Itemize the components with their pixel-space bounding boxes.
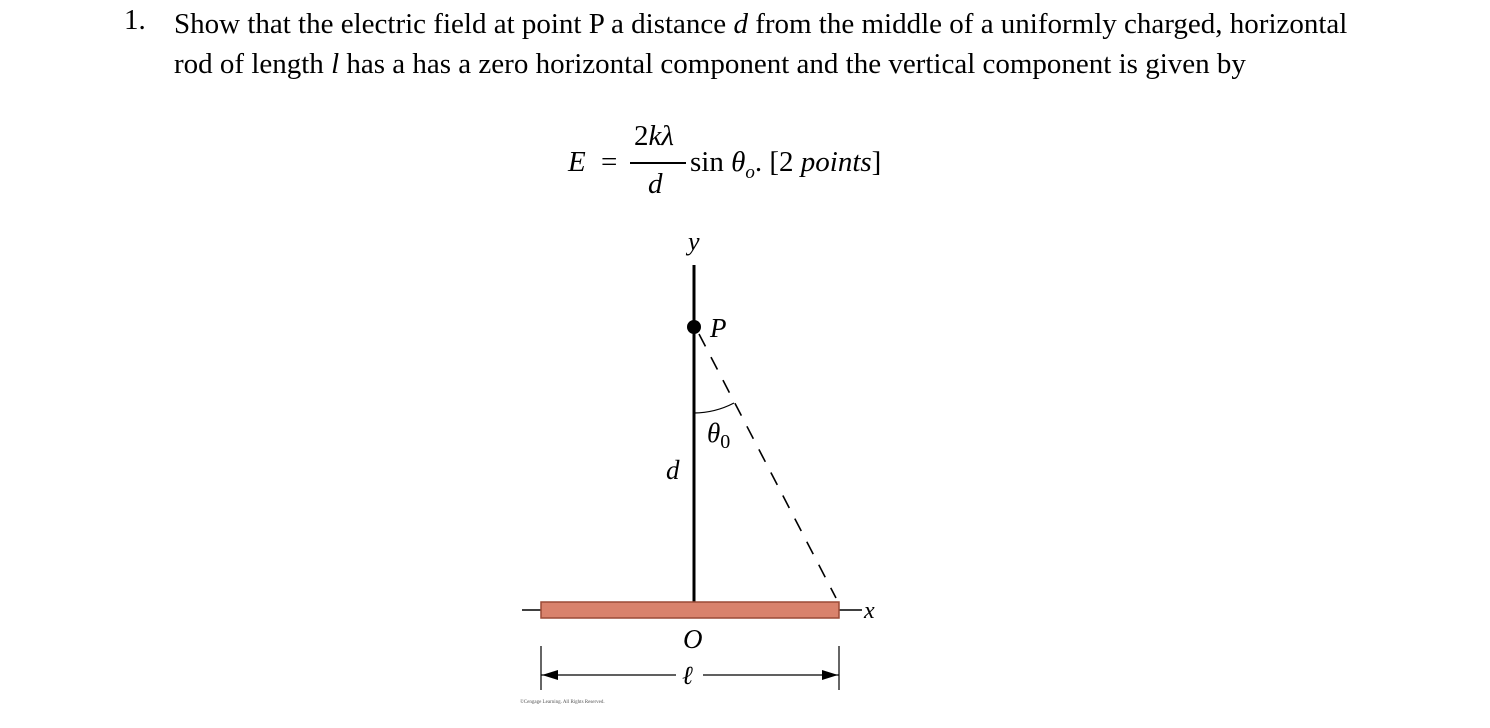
- length-right-arrowhead: [822, 670, 838, 680]
- charged-rod-diagram: [500, 220, 900, 720]
- angle-label: $\theta_0$: [707, 418, 731, 453]
- distance-d-label: d: [666, 455, 680, 485]
- fraction-numerator: [634, 120, 674, 153]
- equation-period: .: [754, 146, 763, 178]
- problem-statement: [174, 4, 1354, 84]
- numerator-vars: kλ: [648, 120, 674, 152]
- problem-number: 1.: [124, 4, 146, 36]
- numerator-coef: 2: [634, 120, 649, 152]
- x-axis-label: x: [864, 598, 875, 624]
- dashed-line-to-rod-end: [699, 334, 836, 598]
- charged-rod: [541, 602, 839, 618]
- length-label: ℓ: [682, 661, 693, 690]
- theta-symbol: θ: [731, 146, 746, 178]
- length-left-arrowhead: [542, 670, 558, 680]
- points-close: ]: [871, 146, 882, 178]
- equation-equals: =: [601, 146, 618, 178]
- sin-function: sin: [690, 146, 724, 178]
- statement-part-3: has a has a zero horizontal component and the vertical component is given by: [339, 48, 1246, 80]
- points-open: [2: [769, 146, 801, 178]
- statement-part-1: Show that the electric field at point P a distance: [174, 8, 734, 40]
- copyright-note: ©Cengage Learning. All Rights Reserved.: [520, 700, 605, 705]
- fraction-denominator: d: [648, 168, 663, 200]
- origin-label: O: [683, 624, 703, 654]
- var-d: d: [733, 8, 748, 40]
- fraction-bar: [630, 162, 686, 164]
- point-p-label: P: [710, 313, 727, 343]
- equation-lhs: E: [568, 146, 586, 178]
- angle-arc: [694, 403, 734, 413]
- statement-part-2: from the middle of a uniformly charged, horizontal rod of length: [174, 8, 1348, 80]
- theta-subscript: o: [745, 161, 755, 183]
- y-axis-label: y: [688, 227, 700, 256]
- points-word: points: [800, 146, 872, 178]
- point-p-marker: [687, 320, 701, 334]
- equation-rest: [690, 146, 881, 184]
- var-l: l: [331, 48, 340, 80]
